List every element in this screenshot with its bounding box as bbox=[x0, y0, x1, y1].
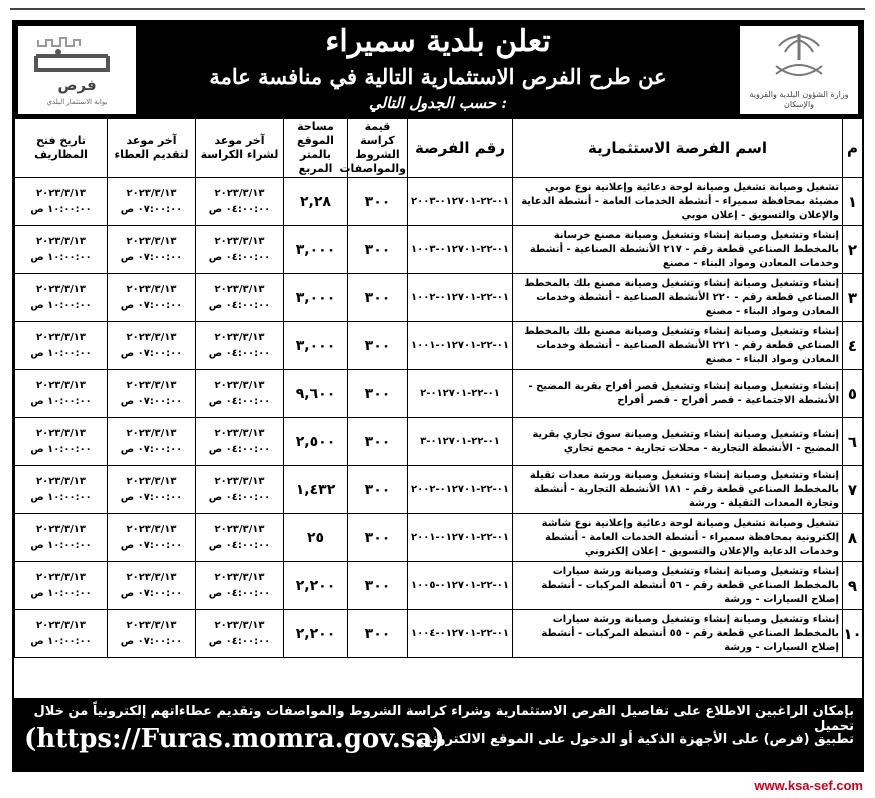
envelope-opening-time: ١٠:٠٠:٠٠ ص bbox=[30, 203, 92, 215]
envelope-opening bbox=[15, 370, 108, 418]
buy-deadline-time: ٠٤:٠٠:٠٠ ص bbox=[208, 587, 271, 599]
site-area: ٢,٢٠٠ bbox=[284, 610, 348, 658]
table-row bbox=[15, 322, 863, 370]
envelope-opening-date: ٢٠٢٣/٣/١٣ bbox=[35, 571, 87, 583]
furas-logo bbox=[18, 26, 136, 114]
buy-deadline-time: ٠٤:٠٠:٠٠ ص bbox=[208, 443, 271, 455]
submit-deadline bbox=[108, 610, 196, 658]
envelope-opening-time: ١٠:٠٠:٠٠ ص bbox=[30, 251, 92, 263]
booklet-price: ٣٠٠ bbox=[348, 610, 408, 658]
envelope-opening-time: ١٠:٠٠:٠٠ ص bbox=[30, 491, 92, 503]
buy-deadline bbox=[196, 610, 284, 658]
row-number: ٥ bbox=[843, 370, 863, 418]
footer-app-note: تطبيق (فرص) على الأجهزة الذكية أو الدخول على الموقع الالكتروني bbox=[419, 732, 854, 747]
envelope-opening bbox=[15, 322, 108, 370]
envelope-opening-time: ١٠:٠٠:٠٠ ص bbox=[30, 539, 92, 551]
envelope-opening-date: ٢٠٢٣/٣/١٣ bbox=[35, 283, 87, 295]
submit-deadline-time: ٠٧:٠٠:٠٠ ص bbox=[120, 251, 183, 263]
envelope-opening bbox=[15, 466, 108, 514]
buy-deadline bbox=[196, 322, 284, 370]
site-area: ٢,٢٨ bbox=[284, 178, 348, 226]
site-area: ٣,٠٠٠ bbox=[284, 274, 348, 322]
row-number: ١٠ bbox=[843, 610, 863, 658]
opportunity-ref: ٠١-٢٢-٠١٢٧٠١-١٠٠١ bbox=[408, 322, 513, 370]
submit-deadline-time: ٠٧:٠٠:٠٠ ص bbox=[120, 347, 183, 359]
envelope-opening bbox=[15, 514, 108, 562]
opportunity-name: تشغيل وصيانة تشغيل وصيانة لوحة دعائية وإعلانية نوع موبي مضيئة بمحافظة سميراء - أنشطة الخدمات العامة - أنشطة الدعاية والإعلان والتسويق - إعلان موبي bbox=[513, 178, 843, 226]
opportunity-name: إنشاء وتشغيل وصيانة إنشاء وتشغيل وصيانة مصنع بلك بالمخطط الصناعي قطعة رقم - ٢٢٠ الأنشطة الصناعية - أنشطة وخدمات المعادن ومواد البناء - مصنع bbox=[513, 274, 843, 322]
top-rule bbox=[10, 8, 865, 10]
opportunity-ref: ٠١-٢٢-٠١٢٧٠١-١٠٠٥ bbox=[408, 562, 513, 610]
opportunity-ref: ٠١-٢٢-٠١٢٧٠١-١٠٠٣ bbox=[408, 226, 513, 274]
opportunity-name: إنشاء وتشغيل وصيانة إنشاء وتشغيل قصر أفراح بقرية المضيح - الأنشطة الاجتماعية - قصر أفراح - قصر أفراح bbox=[513, 370, 843, 418]
booklet-price: ٣٠٠ bbox=[348, 274, 408, 322]
envelope-opening-time: ١٠:٠٠:٠٠ ص bbox=[30, 635, 92, 647]
table-row bbox=[15, 226, 863, 274]
site-area: ٣,٠٠٠ bbox=[284, 226, 348, 274]
submit-deadline bbox=[108, 418, 196, 466]
header-banner bbox=[14, 22, 862, 118]
submit-deadline bbox=[108, 178, 196, 226]
submit-deadline bbox=[108, 466, 196, 514]
row-number: ٨ bbox=[843, 514, 863, 562]
envelope-opening-time: ١٠:٠٠:٠٠ ص bbox=[30, 299, 92, 311]
submit-deadline-time: ٠٧:٠٠:٠٠ ص bbox=[120, 395, 183, 407]
table-row bbox=[15, 610, 863, 658]
buy-deadline-date: ٢٠٢٣/٣/١٣ bbox=[214, 187, 265, 199]
booklet-price: ٣٠٠ bbox=[348, 466, 408, 514]
col-price: قيمة كراسة الشروط والمواصفات bbox=[348, 119, 408, 178]
opportunities-table bbox=[14, 118, 863, 658]
col-ref: رقم الفرصة bbox=[408, 119, 513, 178]
row-number: ٩ bbox=[843, 562, 863, 610]
submit-deadline-time: ٠٧:٠٠:٠٠ ص bbox=[120, 539, 183, 551]
site-area: ٢,٥٠٠ bbox=[284, 418, 348, 466]
submit-deadline bbox=[108, 514, 196, 562]
announcement-subtitle: عن طرح الفرص الاستثمارية التالية في منافسة عامة bbox=[209, 64, 667, 89]
submit-deadline-date: ٢٠٢٣/٣/١٣ bbox=[126, 571, 177, 583]
booklet-price: ٣٠٠ bbox=[348, 562, 408, 610]
envelope-opening-date: ٢٠٢٣/٣/١٣ bbox=[35, 187, 87, 199]
table-row bbox=[15, 370, 863, 418]
site-area: ٢٥ bbox=[284, 514, 348, 562]
buy-deadline bbox=[196, 562, 284, 610]
submit-deadline-date: ٢٠٢٣/٣/١٣ bbox=[126, 379, 177, 391]
envelope-opening-date: ٢٠٢٣/٣/١٣ bbox=[35, 427, 87, 439]
buy-deadline-time: ٠٤:٠٠:٠٠ ص bbox=[208, 491, 271, 503]
booklet-price: ٣٠٠ bbox=[348, 322, 408, 370]
furas-caption: بوابة الاستثمار البلدي bbox=[46, 98, 108, 106]
table-row bbox=[15, 274, 863, 322]
submit-deadline bbox=[108, 562, 196, 610]
row-number: ٦ bbox=[843, 418, 863, 466]
envelope-opening-time: ١٠:٠٠:٠٠ ص bbox=[30, 395, 92, 407]
opportunity-ref: ٠١-٢٢-٠١٢٧٠١-٢٠٠٢ bbox=[408, 466, 513, 514]
col-open: تاريخ فتح المظاريف bbox=[15, 119, 108, 178]
col-buy: آخر موعد لشراء الكراسة bbox=[196, 119, 284, 178]
envelope-opening-time: ١٠:٠٠:٠٠ ص bbox=[30, 443, 92, 455]
site-area: ٣,٠٠٠ bbox=[284, 322, 348, 370]
buy-deadline-date: ٢٠٢٣/٣/١٣ bbox=[214, 331, 265, 343]
buy-deadline-time: ٠٤:٠٠:٠٠ ص bbox=[208, 251, 271, 263]
announcement-title: تعلن بلدية سميراء bbox=[325, 24, 551, 59]
site-area: ٩,٦٠٠ bbox=[284, 370, 348, 418]
col-name: اسم الفرصة الاستثمارية bbox=[513, 119, 843, 178]
envelope-opening-time: ١٠:٠٠:٠٠ ص bbox=[30, 347, 92, 359]
buy-deadline-date: ٢٠٢٣/٣/١٣ bbox=[214, 427, 265, 439]
watermark: www.ksa-sef.com bbox=[754, 778, 863, 793]
booklet-price: ٣٠٠ bbox=[348, 418, 408, 466]
table-row bbox=[15, 514, 863, 562]
booklet-price: ٣٠٠ bbox=[348, 226, 408, 274]
opportunity-ref: ٠١-٢٢-٠١٢٧٠١-٢٠٠١ bbox=[408, 514, 513, 562]
envelope-opening-date: ٢٠٢٣/٣/١٣ bbox=[35, 475, 87, 487]
row-number: ٣ bbox=[843, 274, 863, 322]
envelope-opening bbox=[15, 226, 108, 274]
row-number: ٤ bbox=[843, 322, 863, 370]
row-number: ٢ bbox=[843, 226, 863, 274]
submit-deadline-date: ٢٠٢٣/٣/١٣ bbox=[126, 187, 177, 199]
buy-deadline-date: ٢٠٢٣/٣/١٣ bbox=[214, 379, 265, 391]
submit-deadline bbox=[108, 274, 196, 322]
footer-instructions: بإمكان الراغبين الاطلاع على تفاصيل الفرص الاستثمارية وشراء كراسة الشروط والمواصفات وتقديم عطاءاتهم إلكترونياً من خلال تحميل bbox=[33, 704, 854, 734]
submit-deadline-date: ٢٠٢٣/٣/١٣ bbox=[126, 283, 177, 295]
envelope-opening-date: ٢٠٢٣/٣/١٣ bbox=[35, 331, 87, 343]
buy-deadline bbox=[196, 274, 284, 322]
buy-deadline bbox=[196, 466, 284, 514]
table-row bbox=[15, 466, 863, 514]
booklet-price: ٣٠٠ bbox=[348, 370, 408, 418]
buy-deadline-time: ٠٤:٠٠:٠٠ ص bbox=[208, 635, 271, 647]
buy-deadline bbox=[196, 370, 284, 418]
row-number: ٧ bbox=[843, 466, 863, 514]
footer-url-link[interactable]: (https://Furas.momra.gov.sa) bbox=[24, 724, 445, 754]
envelope-opening bbox=[15, 418, 108, 466]
palm-swords-emblem-icon bbox=[740, 26, 858, 86]
buy-deadline-date: ٢٠٢٣/٣/١٣ bbox=[214, 523, 265, 535]
buy-deadline bbox=[196, 514, 284, 562]
opportunity-name: تشغيل وصيانة تشغيل وصيانة لوحة دعائية وإعلانية نوع شاشة إلكترونية بمحافظة سميراء - أنشطة الخدمات العامة - أنشطة وخدمات الدعاية والإعلان والتسويق - إعلان إلكتروني bbox=[513, 514, 843, 562]
booklet-price: ٣٠٠ bbox=[348, 178, 408, 226]
submit-deadline-date: ٢٠٢٣/٣/١٣ bbox=[126, 235, 177, 247]
submit-deadline bbox=[108, 322, 196, 370]
opportunity-name: إنشاء وتشغيل وصيانة إنشاء وتشغيل وصيانة مصنع خرسانة بالمخطط الصناعي قطعة رقم - ٢١٧ الأنشطة الصناعية - أنشطة وخدمات المعادن ومواد البناء - مصنع bbox=[513, 226, 843, 274]
opportunity-name: إنشاء وتشغيل وصيانة إنشاء وتشغيل وصيانة مصنع بلك بالمخطط الصناعي قطعة رقم - ٢٢١ الأنشطة الصناعية - أنشطة وخدمات المعادن ومواد البناء - مصنع bbox=[513, 322, 843, 370]
submit-deadline-date: ٢٠٢٣/٣/١٣ bbox=[126, 427, 177, 439]
submit-deadline-time: ٠٧:٠٠:٠٠ ص bbox=[120, 299, 183, 311]
row-number: ١ bbox=[843, 178, 863, 226]
opportunity-ref: ٠١-٢٢-٠١٢٧٠١-٣ bbox=[408, 418, 513, 466]
site-area: ٢,٢٠٠ bbox=[284, 562, 348, 610]
opportunity-name: إنشاء وتشغيل وصيانة إنشاء وتشغيل وصيانة ورشة سيارات بالمخطط الصناعي قطعة رقم - ٥٥ أنشطة المركبات - أنشطة إصلاح السيارات - ورشة bbox=[513, 610, 843, 658]
col-num: م bbox=[843, 119, 863, 178]
table-row bbox=[15, 562, 863, 610]
ministry-caption: وزارة الشؤون البلدية والقروية والإسكان bbox=[749, 90, 849, 109]
buy-deadline-date: ٢٠٢٣/٣/١٣ bbox=[214, 619, 265, 631]
submit-deadline-date: ٢٠٢٣/٣/١٣ bbox=[126, 619, 177, 631]
buy-deadline-time: ٠٤:٠٠:٠٠ ص bbox=[208, 539, 271, 551]
opportunity-ref: ٠١-٢٢-٠١٢٧٠١-٢٠٠٣ bbox=[408, 178, 513, 226]
announcement-sheet bbox=[12, 20, 864, 772]
col-submit: آخر موعد لتقديم العطاء bbox=[108, 119, 196, 178]
submit-deadline bbox=[108, 370, 196, 418]
submit-deadline-time: ٠٧:٠٠:٠٠ ص bbox=[120, 491, 183, 503]
envelope-opening bbox=[15, 562, 108, 610]
envelope-opening bbox=[15, 178, 108, 226]
submit-deadline-time: ٠٧:٠٠:٠٠ ص bbox=[120, 635, 183, 647]
submit-deadline-date: ٢٠٢٣/٣/١٣ bbox=[126, 523, 177, 535]
opportunity-name: إنشاء وتشغيل وصيانة إنشاء وتشغيل وصيانة ورشة معدات ثقيلة بالمخطط الصناعي قطعة رقم - ١٨١ الأنشطة التجارية - أنشطة وتجارة المعدات الثقيلة - ورشة bbox=[513, 466, 843, 514]
opportunity-name: إنشاء وتشغيل وصيانة إنشاء وتشغيل وصيانة سوق تجاري بقرية المضيح - الأنشطة التجارية - محلات تجارية - مجمع تجاري bbox=[513, 418, 843, 466]
buy-deadline-time: ٠٤:٠٠:٠٠ ص bbox=[208, 203, 271, 215]
table-row bbox=[15, 178, 863, 226]
submit-deadline-time: ٠٧:٠٠:٠٠ ص bbox=[120, 587, 183, 599]
booklet-price: ٣٠٠ bbox=[348, 514, 408, 562]
opportunity-ref: ٠١-٢٢-٠١٢٧٠١-١٠٠٤ bbox=[408, 610, 513, 658]
submit-deadline-time: ٠٧:٠٠:٠٠ ص bbox=[120, 443, 183, 455]
submit-deadline-time: ٠٧:٠٠:٠٠ ص bbox=[120, 203, 183, 215]
buy-deadline-date: ٢٠٢٣/٣/١٣ bbox=[214, 283, 265, 295]
table-header-row bbox=[15, 119, 863, 178]
envelope-opening-date: ٢٠٢٣/٣/١٣ bbox=[35, 379, 87, 391]
submit-deadline-date: ٢٠٢٣/٣/١٣ bbox=[126, 331, 177, 343]
buy-deadline-date: ٢٠٢٣/٣/١٣ bbox=[214, 475, 265, 487]
buy-deadline bbox=[196, 418, 284, 466]
ministry-logo bbox=[740, 26, 858, 114]
opportunity-name: إنشاء وتشغيل وصيانة إنشاء وتشغيل وصيانة ورشة سيارات بالمخطط الصناعي قطعة رقم - ٥٦ أنشطة المركبات - أنشطة إصلاح السيارات - ورشة bbox=[513, 562, 843, 610]
envelope-opening bbox=[15, 274, 108, 322]
buy-deadline-time: ٠٤:٠٠:٠٠ ص bbox=[208, 347, 271, 359]
buy-deadline-date: ٢٠٢٣/٣/١٣ bbox=[214, 571, 265, 583]
buy-deadline-time: ٠٤:٠٠:٠٠ ص bbox=[208, 395, 271, 407]
submit-deadline bbox=[108, 226, 196, 274]
furas-brand: فرص bbox=[57, 76, 97, 94]
envelope-opening-date: ٢٠٢٣/٣/١٣ bbox=[35, 235, 87, 247]
buy-deadline bbox=[196, 226, 284, 274]
envelope-opening-time: ١٠:٠٠:٠٠ ص bbox=[30, 587, 92, 599]
submit-deadline-date: ٢٠٢٣/٣/١٣ bbox=[126, 475, 177, 487]
announcement-note: حسب الجدول التالي : bbox=[369, 94, 507, 112]
opportunity-ref: ٠١-٢٢-٠١٢٧٠١-٢ bbox=[408, 370, 513, 418]
opportunity-ref: ٠١-٢٢-٠١٢٧٠١-١٠٠٢ bbox=[408, 274, 513, 322]
table-row bbox=[15, 418, 863, 466]
buy-deadline-date: ٢٠٢٣/٣/١٣ bbox=[214, 235, 265, 247]
col-area: مساحة الموقع بالمتر المربع bbox=[284, 119, 348, 178]
site-area: ١,٤٣٢ bbox=[284, 466, 348, 514]
buy-deadline-time: ٠٤:٠٠:٠٠ ص bbox=[208, 299, 271, 311]
buy-deadline bbox=[196, 178, 284, 226]
envelope-opening-date: ٢٠٢٣/٣/١٣ bbox=[35, 523, 87, 535]
envelope-opening-date: ٢٠٢٣/٣/١٣ bbox=[35, 619, 87, 631]
envelope-opening bbox=[15, 610, 108, 658]
footer-banner bbox=[14, 698, 862, 770]
